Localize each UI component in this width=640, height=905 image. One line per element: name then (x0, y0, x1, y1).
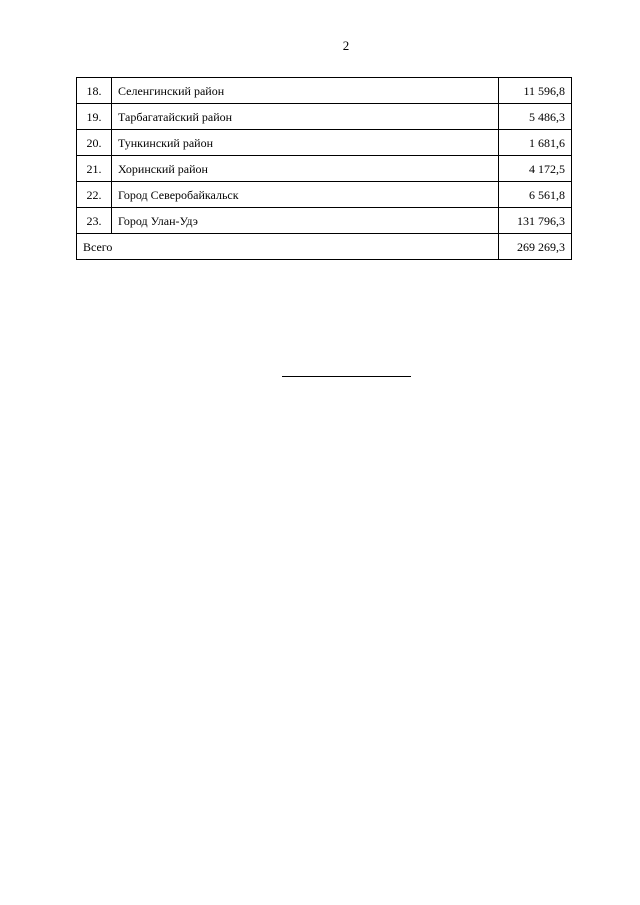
district-name: Город Улан-Удэ (112, 208, 499, 234)
total-value: 269 269,3 (499, 234, 572, 260)
row-number: 21. (77, 156, 112, 182)
table-row (77, 208, 572, 234)
end-divider-line (282, 376, 411, 377)
total-row (77, 234, 572, 260)
district-value: 4 172,5 (499, 156, 572, 182)
district-value: 6 561,8 (499, 182, 572, 208)
district-value: 11 596,8 (499, 78, 572, 104)
row-number: 19. (77, 104, 112, 130)
district-table (76, 77, 572, 260)
district-name: Тарбагатайский район (112, 104, 499, 130)
row-number: 23. (77, 208, 112, 234)
page-number: 2 (342, 38, 350, 53)
table-row (77, 130, 572, 156)
table-row (77, 104, 572, 130)
row-number: 18. (77, 78, 112, 104)
district-value: 5 486,3 (499, 104, 572, 130)
total-label: Всего (77, 234, 499, 260)
district-name: Тункинский район (112, 130, 499, 156)
district-name: Город Северобайкальск (112, 182, 499, 208)
table-row (77, 78, 572, 104)
district-name: Хоринский район (112, 156, 499, 182)
table-row (77, 156, 572, 182)
district-value: 131 796,3 (499, 208, 572, 234)
row-number: 20. (77, 130, 112, 156)
row-number: 22. (77, 182, 112, 208)
district-value: 1 681,6 (499, 130, 572, 156)
table-row (77, 182, 572, 208)
district-name: Селенгинский район (112, 78, 499, 104)
